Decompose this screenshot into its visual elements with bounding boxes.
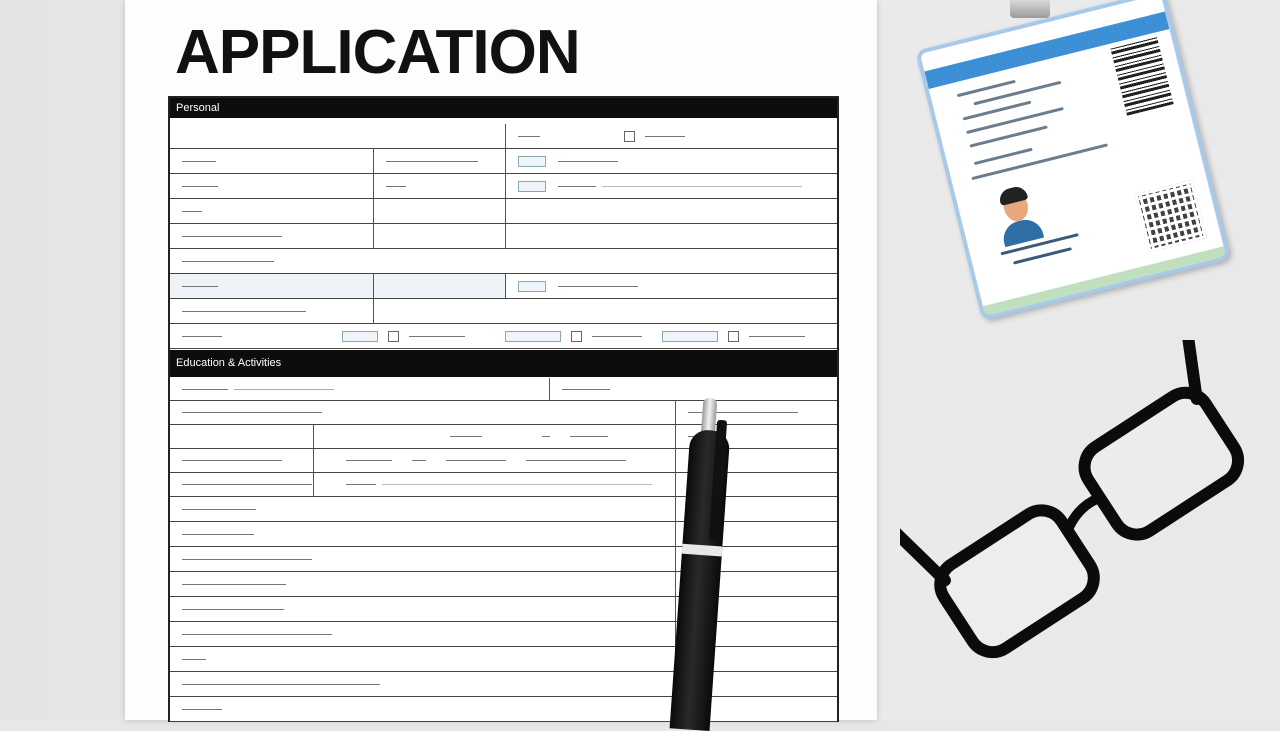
form-row (170, 324, 837, 349)
form-row (170, 522, 837, 547)
form-row (170, 174, 837, 199)
form-row (170, 449, 837, 473)
form-row (170, 597, 837, 622)
form-row (170, 274, 837, 299)
form-row (170, 401, 837, 425)
section-header-personal: Personal (170, 98, 837, 118)
barcode-icon (1110, 36, 1174, 116)
form-row (170, 697, 837, 722)
form-row (170, 249, 837, 274)
form-row (170, 149, 837, 174)
form-row (170, 425, 837, 449)
form-row (170, 473, 837, 497)
page-title: APPLICATION (175, 18, 580, 87)
section-header-education: Education & Activities (170, 350, 837, 377)
eyeglasses-icon (900, 340, 1280, 680)
form-row (170, 647, 837, 672)
form-row (170, 124, 837, 149)
form-row (170, 497, 837, 522)
form-row (170, 378, 837, 401)
form-row (170, 672, 837, 697)
form-row (170, 299, 837, 324)
form-row (170, 224, 837, 249)
form-table (168, 96, 839, 722)
badge-clip (1010, 0, 1050, 18)
form-row (170, 547, 837, 572)
form-row (170, 199, 837, 224)
form-row (170, 572, 837, 597)
id-photo (989, 179, 1046, 248)
form-row (170, 622, 837, 647)
